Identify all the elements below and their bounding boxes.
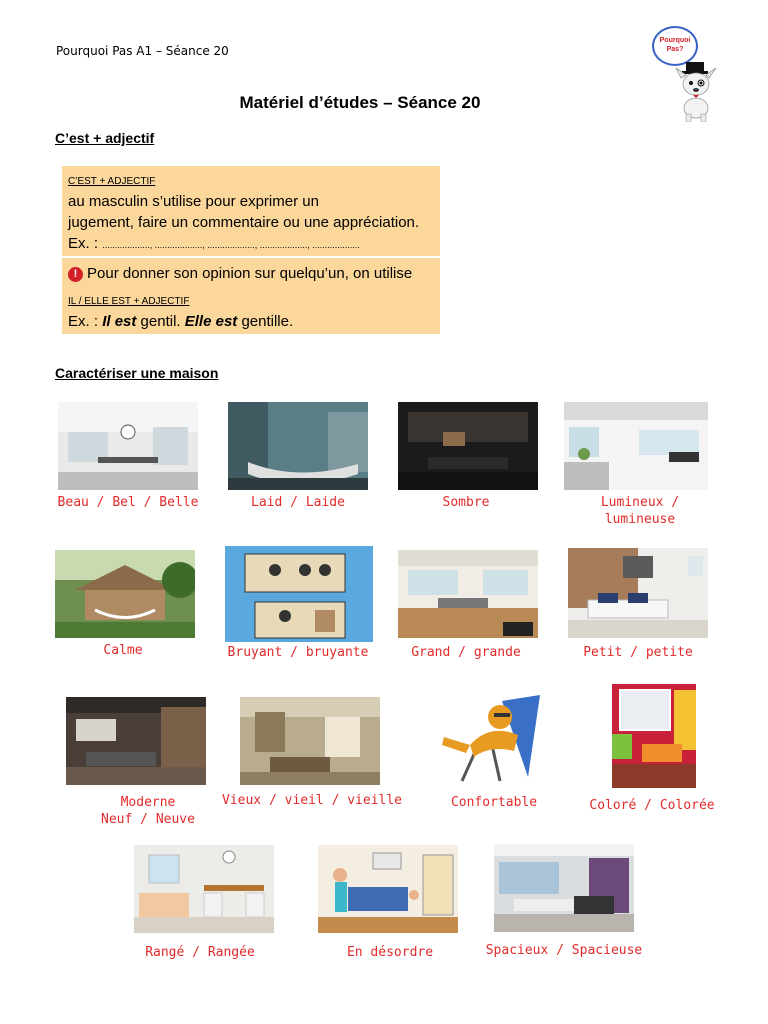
caption-lumineux (552, 494, 728, 528)
example2-line (68, 311, 293, 333)
grammar-box (62, 166, 440, 334)
section-heading-cest: C’est + adjectif (55, 130, 155, 146)
photo-lumineux (564, 402, 708, 490)
speech-bubble: Pourquoi Pas? (652, 26, 698, 66)
caption-laid (210, 494, 386, 511)
photo-colore (612, 684, 696, 788)
photo-sombre (398, 402, 538, 490)
caption-line: Spacieux / Spacieuse (485, 943, 643, 958)
caption-line: Rangé / Rangée (145, 945, 255, 960)
caption-line: Laid / Laide (251, 495, 345, 510)
caption-colore (564, 797, 740, 814)
grammar-rule-block (62, 166, 440, 258)
warning-line (68, 263, 412, 285)
photo-grand (398, 550, 538, 638)
photo-calme (55, 550, 195, 638)
caption-line: Bruyant / bruyante (227, 645, 369, 660)
rule-line-2: jugement, faire un commentaire ou une appréciation. (68, 214, 420, 231)
caption-line-2: lumineuse (604, 512, 676, 527)
caption-bruyant (210, 644, 386, 661)
caption-line: Calme (103, 643, 143, 658)
photo-laid (228, 402, 368, 490)
caption-line: Grand / grande (411, 645, 521, 660)
caption-vieux (222, 792, 403, 809)
photo-moderne (66, 697, 206, 785)
caption-line: Coloré / Colorée (589, 798, 715, 813)
caption-line: En désordre (346, 945, 434, 960)
rule-label: C’EST + ADJECTIF (68, 176, 156, 187)
caption-line: Sombre (442, 495, 490, 510)
caption-calme (35, 642, 211, 659)
example-blanks: ..................., ..................., ..................., ..................., ................... (102, 240, 360, 250)
example2-il-est: Il est (102, 313, 137, 330)
caption-moderne (60, 794, 236, 828)
caption-line-2: Neuf / Neuve (101, 812, 195, 827)
photo-confortable (440, 695, 548, 789)
caption-sombre (378, 494, 554, 511)
caption-line: Confortable (450, 795, 538, 810)
caption-desordre (302, 944, 478, 961)
example-line (68, 233, 360, 256)
photo-desordre (318, 845, 458, 933)
caption-spacieux (476, 942, 652, 959)
caption-range (112, 944, 288, 961)
rule2-label: IL / ELLE EST + ADJECTIF (68, 296, 190, 307)
photo-petit (568, 548, 708, 638)
example2-gentille: gentille. (237, 313, 294, 330)
photo-vieux (240, 697, 380, 785)
example-prefix: Ex. : (68, 235, 99, 252)
caption-line: Beau / Bel / Belle (57, 495, 199, 510)
dog-mascot-icon (672, 62, 720, 122)
rule-line-1: au masculin s’utilise pour exprimer un (68, 193, 319, 210)
caption-confortable (406, 794, 582, 811)
example2-prefix: Ex. : (68, 313, 99, 330)
caption-line: Lumineux / (600, 495, 680, 510)
photo-beau (58, 402, 198, 490)
page-title: Matériel d’études – Séance 20 (239, 93, 481, 112)
warning-icon: ! (68, 267, 83, 282)
photo-range (134, 845, 274, 933)
photo-spacieux (494, 844, 634, 932)
caption-beau (40, 494, 216, 511)
photo-bruyant (225, 546, 373, 642)
warning-text: Pour donner son opinion sur quelqu’un, on utilise (87, 265, 413, 282)
caption-line: Vieux / vieil / vieille (222, 793, 403, 808)
section-heading-maison: Caractériser une maison (55, 365, 219, 381)
course-header: Pourquoi Pas A1 – Séance 20 (56, 44, 229, 58)
example2-elle-est: Elle est (184, 313, 238, 330)
example2-gentil: gentil. (136, 313, 185, 330)
caption-line: Petit / petite (583, 645, 693, 660)
caption-petit (550, 644, 726, 661)
caption-line: Moderne (120, 795, 176, 810)
caption-grand (378, 644, 554, 661)
